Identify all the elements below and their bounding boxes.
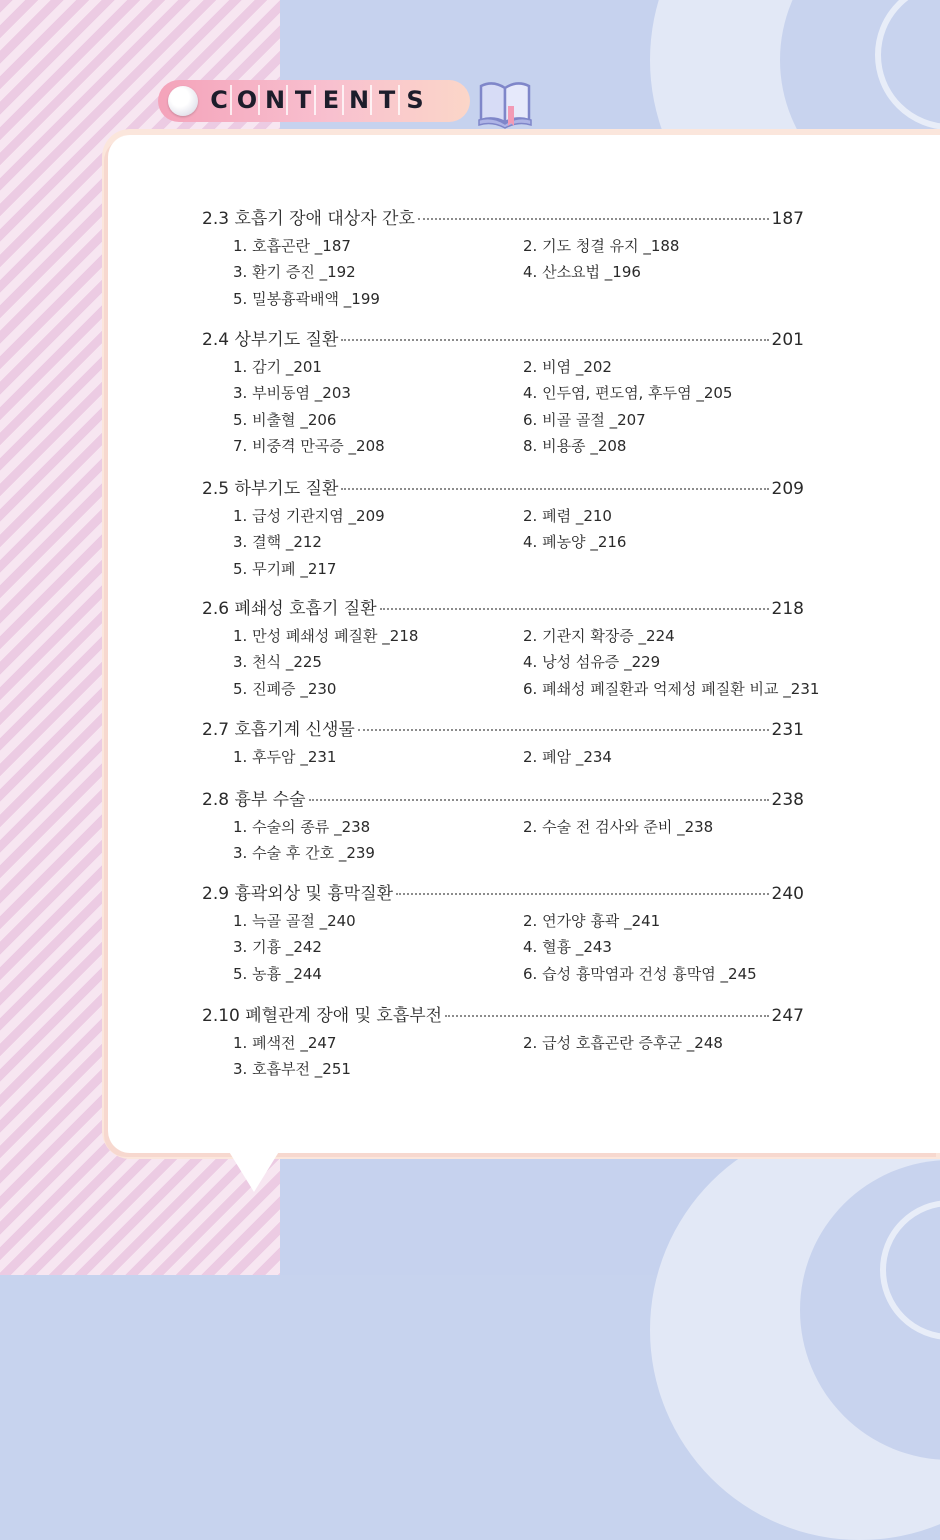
contents-title xyxy=(208,85,426,115)
leader-dots xyxy=(380,607,769,610)
toc-item[interactable]: 6. 비골 골절 _207 xyxy=(523,411,646,429)
leader-dots xyxy=(396,892,769,895)
toc-item[interactable]: 2. 수술 전 검사와 준비 _238 xyxy=(523,818,714,836)
toc-item[interactable]: 6. 폐쇄성 폐질환과 억제성 폐질환 비교 _231 xyxy=(523,680,820,698)
section-page-number: 238 xyxy=(771,790,804,810)
toc-item[interactable]: 2. 급성 호흡곤란 증후군 _248 xyxy=(523,1034,723,1052)
title-letter: T xyxy=(292,85,316,115)
toc-item[interactable]: 2. 연가양 흉곽 _241 xyxy=(523,912,661,930)
leader-dots xyxy=(445,1014,768,1017)
toc-item[interactable]: 5. 농흉 _244 xyxy=(233,965,322,983)
toc-item[interactable]: 4. 폐농양 _216 xyxy=(523,533,627,551)
toc-item[interactable]: 3. 결핵 _212 xyxy=(233,533,322,551)
leader-dots xyxy=(309,798,769,801)
title-letter: T xyxy=(376,85,400,115)
section-title: 2.4 상부기도 질환 xyxy=(202,330,339,350)
toc-item[interactable]: 7. 비중격 만곡증 _208 xyxy=(233,437,385,455)
toc-item[interactable]: 1. 만성 폐쇄성 폐질환 _218 xyxy=(233,627,419,645)
section-title: 2.10 폐혈관계 장애 및 호흡부전 xyxy=(202,1006,443,1026)
toc-item[interactable]: 5. 진폐증 _230 xyxy=(233,680,337,698)
toc-section-row[interactable] xyxy=(202,715,804,741)
title-letter: S xyxy=(406,86,424,114)
section-title: 2.6 폐쇄성 호흡기 질환 xyxy=(202,599,377,619)
section-page-number: 247 xyxy=(771,1006,804,1026)
section-page-number: 201 xyxy=(771,330,804,350)
toc-section-row[interactable] xyxy=(202,325,804,351)
toc-item[interactable]: 1. 감기 _201 xyxy=(233,358,322,376)
toc-item[interactable]: 2. 폐암 _234 xyxy=(523,748,612,766)
toc-item[interactable]: 2. 폐렴 _210 xyxy=(523,507,612,525)
section-page-number: 187 xyxy=(771,209,804,229)
toc-item[interactable]: 4. 혈흉 _243 xyxy=(523,938,612,956)
toc-item[interactable]: 3. 기흉 _242 xyxy=(233,938,322,956)
toc-item[interactable]: 2. 비염 _202 xyxy=(523,358,612,376)
title-letter: N xyxy=(348,85,372,115)
toc-item[interactable]: 1. 후두암 _231 xyxy=(233,748,337,766)
toc-item[interactable]: 3. 환기 증진 _192 xyxy=(233,263,356,281)
toc-section-row[interactable] xyxy=(202,594,804,620)
toc-item[interactable]: 5. 무기폐 _217 xyxy=(233,560,337,578)
toc-section-row[interactable] xyxy=(202,474,804,500)
toc-item[interactable]: 5. 비출혈 _206 xyxy=(233,411,337,429)
leader-dots xyxy=(358,728,769,731)
toc-item[interactable]: 3. 천식 _225 xyxy=(233,653,322,671)
section-title: 2.5 하부기도 질환 xyxy=(202,479,339,499)
toc-item[interactable]: 1. 수술의 종류 _238 xyxy=(233,818,371,836)
leader-dots xyxy=(418,217,769,220)
section-page-number: 240 xyxy=(771,884,804,904)
toc-item[interactable]: 8. 비용종 _208 xyxy=(523,437,627,455)
toc-item[interactable]: 1. 급성 기관지염 _209 xyxy=(233,507,385,525)
toc-item[interactable]: 3. 호흡부전 _251 xyxy=(233,1060,351,1078)
section-title: 2.8 흉부 수술 xyxy=(202,790,306,810)
toc-item[interactable]: 4. 인두염, 편도염, 후두염 _205 xyxy=(523,384,733,402)
open-book-icon xyxy=(477,76,533,130)
toc-item[interactable]: 2. 기관지 확장증 _224 xyxy=(523,627,675,645)
toc-item[interactable]: 6. 습성 흉막염과 건성 흉막염 _245 xyxy=(523,965,757,983)
panel-notch xyxy=(228,1150,280,1192)
title-letter: N xyxy=(264,85,288,115)
toc-item[interactable]: 3. 부비동염 _203 xyxy=(233,384,351,402)
section-page-number: 231 xyxy=(771,720,804,740)
section-title: 2.7 호흡기계 신생물 xyxy=(202,720,355,740)
toc-item[interactable]: 4. 산소요법 _196 xyxy=(523,263,641,281)
toc-section-row[interactable] xyxy=(202,1001,804,1027)
toc-item[interactable]: 5. 밀봉흉곽배액 _199 xyxy=(233,290,380,308)
leader-dots xyxy=(341,487,768,490)
section-title: 2.9 흉곽외상 및 흉막질환 xyxy=(202,884,394,904)
toc-section-row[interactable] xyxy=(202,204,804,230)
toc-item[interactable]: 2. 기도 청결 유지 _188 xyxy=(523,237,680,255)
toc-section-row[interactable] xyxy=(202,785,804,811)
toc-item[interactable]: 4. 낭성 섬유증 _229 xyxy=(523,653,661,671)
toc-section-row[interactable] xyxy=(202,879,804,905)
section-page-number: 218 xyxy=(771,599,804,619)
toc-item[interactable]: 1. 폐색전 _247 xyxy=(233,1034,337,1052)
toc-item[interactable]: 1. 늑골 골절 _240 xyxy=(233,912,356,930)
section-title: 2.3 호흡기 장애 대상자 간호 xyxy=(202,209,415,229)
toc-item[interactable]: 1. 호흡곤란 _187 xyxy=(233,237,351,255)
section-page-number: 209 xyxy=(771,479,804,499)
toc-item[interactable]: 3. 수술 후 간호 _239 xyxy=(233,844,375,862)
title-letter: E xyxy=(320,85,344,115)
title-letter: C xyxy=(208,85,232,115)
leader-dots xyxy=(341,338,768,341)
title-letter: O xyxy=(236,85,260,115)
pearl-icon xyxy=(168,86,198,116)
